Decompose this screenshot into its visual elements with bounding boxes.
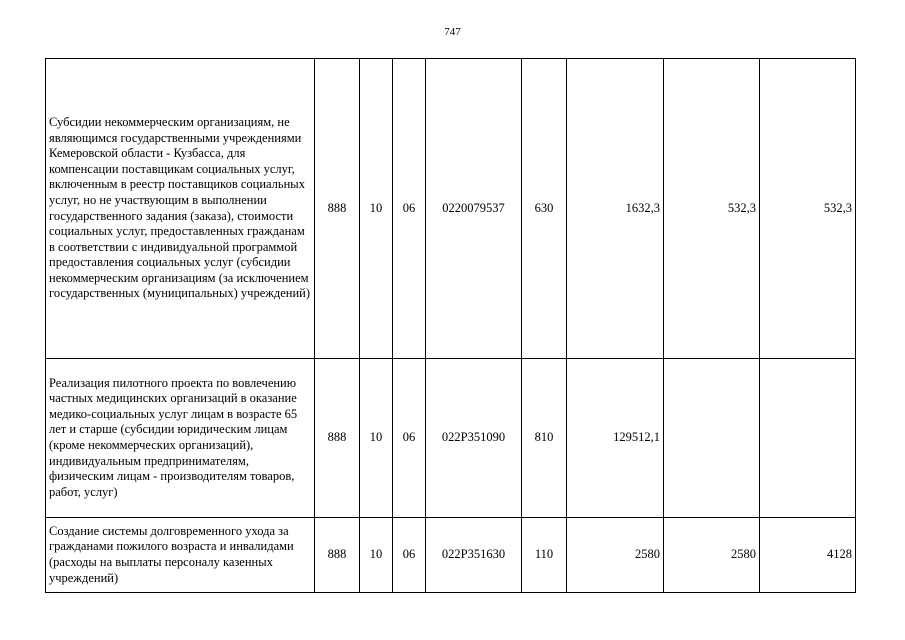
section-cell: 10 xyxy=(360,359,393,518)
ministry-code-cell: 888 xyxy=(315,359,360,518)
section-cell: 10 xyxy=(360,59,393,359)
amount-year2-cell xyxy=(664,359,760,518)
target-article-cell: 022P351090 xyxy=(426,359,522,518)
description-cell: Создание системы долговременного ухода за гражданами пожилого возраста и инвалидами (расходы на выплаты персоналу казенных учреждений) xyxy=(46,518,315,593)
expense-type-cell: 810 xyxy=(522,359,567,518)
amount-year2-cell: 2580 xyxy=(664,518,760,593)
amount-year3-cell xyxy=(760,359,856,518)
subsection-cell: 06 xyxy=(393,59,426,359)
amount-year1-cell: 2580 xyxy=(567,518,664,593)
amount-year3-cell: 4128 xyxy=(760,518,856,593)
amount-year1-cell: 129512,1 xyxy=(567,359,664,518)
table-row xyxy=(46,59,856,359)
ministry-code-cell: 888 xyxy=(315,59,360,359)
table-row xyxy=(46,359,856,518)
section-cell: 10 xyxy=(360,518,393,593)
target-article-cell: 022P351630 xyxy=(426,518,522,593)
amount-year2-cell: 532,3 xyxy=(664,59,760,359)
ministry-code-cell: 888 xyxy=(315,518,360,593)
budget-table xyxy=(45,58,856,593)
subsection-cell: 06 xyxy=(393,359,426,518)
page-number: 747 xyxy=(444,26,461,38)
description-cell: Реализация пилотного проекта по вовлечению частных медицинских организаций в оказание медико-социальных услуг лицам в возрасте 65 лет и старше (субсидии юридическим лицам (кроме некоммерческих организаций), индивидуальным предпринимателям, физическим лицам - производителям товаров, работ, услуг) xyxy=(46,359,315,518)
table-row xyxy=(46,518,856,593)
target-article-cell: 0220079537 xyxy=(426,59,522,359)
subsection-cell: 06 xyxy=(393,518,426,593)
amount-year3-cell: 532,3 xyxy=(760,59,856,359)
description-cell: Субсидии некоммерческим организациям, не являющимся государственными учреждениями Кемеровской области - Кузбасса, для компенсации поставщикам социальных услуг, включенным в реестр поставщиков социальных услуг, но не участвующим в выполнении государственного задания (заказа), стоимости социальных услуг, предоставленных гражданам в соответствии с индивидуальной программой предоставления социальных услуг (субсидии некоммерческим организациям (за исключением государственных (муниципальных) учреждений) xyxy=(46,59,315,359)
expense-type-cell: 630 xyxy=(522,59,567,359)
expense-type-cell: 110 xyxy=(522,518,567,593)
amount-year1-cell: 1632,3 xyxy=(567,59,664,359)
